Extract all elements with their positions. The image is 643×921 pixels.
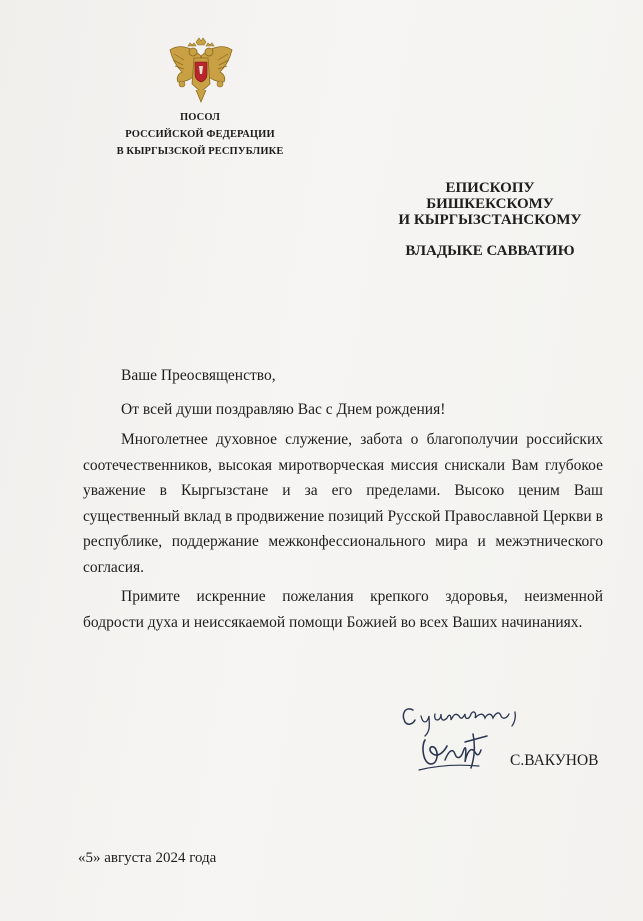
sender-title: ПОСОЛ: [179, 112, 220, 123]
paragraph-wishes-text: Примите искренние пожелания крепкого здоровья, неизменной бодрости духа и неиссякаемой помощи Божией во всех Ваших начинаниях.: [83, 588, 603, 631]
addressee-line-1: ЕПИСКОПУ: [445, 180, 535, 196]
addressee-block: [370, 180, 610, 259]
greeting-line: От всей души поздравляю Вас с Днем рождения!: [121, 401, 446, 418]
paragraph-main: [83, 427, 603, 580]
sender-location: В КЫРГЫЗСКОЙ РЕСПУБЛИКЕ: [116, 146, 284, 157]
letter-date: «5» августа 2024 года: [78, 850, 217, 866]
sender-country: РОССИЙСКОЙ ФЕДЕРАЦИИ: [125, 129, 275, 140]
sender-block: [100, 109, 300, 160]
paragraph-main-text: Многолетнее духовное служение, забота о благополучии российских соотечественников, высокая миротворческая миссия снискали Вам глубокое уважение в Кыргызстане и за его пределами. Высоко ценим Ваш существенный вклад в продвижение позиций Русской Православной Церкви в республике, поддержание межконфессионального мира и межэтнического согласия.: [83, 431, 603, 576]
addressee-name: ВЛАДЫКЕ САВВАТИЮ: [405, 243, 575, 259]
paragraph-wishes: [83, 584, 603, 635]
salutation: Ваше Преосвященство,: [121, 367, 276, 384]
addressee-line-3: И КЫРГЫЗСТАНСКОМУ: [398, 212, 582, 228]
signer-name: С.ВАКУНОВ: [510, 752, 599, 769]
coat-of-arms-icon: [166, 36, 236, 104]
addressee-line-2: БИШКЕКСКОМУ: [426, 196, 554, 212]
